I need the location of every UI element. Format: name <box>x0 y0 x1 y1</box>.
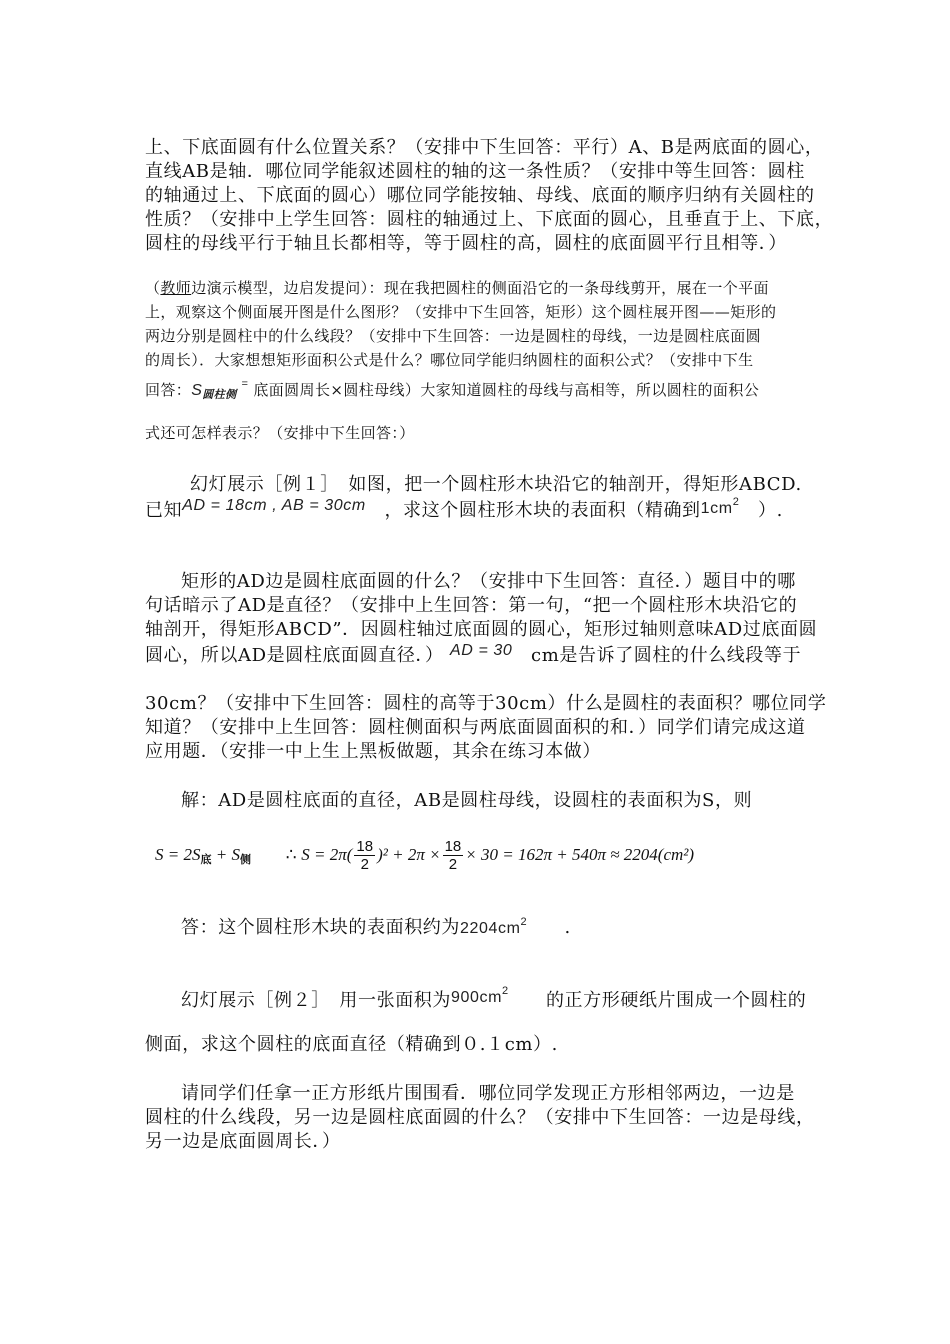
example2-line-1-post: 的正方形硬纸片围成一个圆柱的 <box>545 990 807 1011</box>
demo-line-6: 式还可怎样表示？（安排中下生回答：） <box>145 424 415 442</box>
formula-plus-lateral: + S <box>211 844 240 864</box>
formula-sub-base: 底 <box>200 853 212 866</box>
fraction-1-num: 18 <box>356 838 374 855</box>
formula-AD-30: AD = 30 <box>449 642 513 659</box>
fraction-2-den: 2 <box>448 856 458 873</box>
demo-line-4: 的周长）．大家想想矩形面积公式是什么？哪位同学能归纳圆柱的面积公式？（安排中下生 <box>145 351 754 369</box>
example2-line-1-pre: 幻灯展示［例２］ 用一张面积为 <box>181 990 451 1011</box>
formula-precision-unit <box>700 496 740 517</box>
example2-area-text: 900cm <box>451 989 503 1006</box>
solution-formula <box>155 838 694 873</box>
example2-line-1 <box>181 985 806 1012</box>
fraction-1-den: 2 <box>360 856 369 873</box>
formula-part-c: × 30 = 162π + 540π ≈ 2204(cm²) <box>465 844 695 864</box>
formula-equals: = <box>241 378 249 390</box>
demo-line-1-rest: 边演示模型，边启发提问）：现在我把圆柱的侧面沿它的一条母线剪开，展在一个平面 <box>191 279 769 297</box>
closing-line-3: 另一边是底面圆周长．） <box>145 1131 341 1152</box>
solution-line-1: 解：AD是圆柱底面的直径，AB是圆柱母线，设圆柱的表面积为S，则 <box>181 790 753 811</box>
intro-line-1: 上、下底面圆有什么位置关系？（安排中下生回答：平行）A、B是两底面的圆心， <box>145 137 824 158</box>
answer-value <box>460 916 528 937</box>
therefore-symbol: ∴ <box>285 844 297 864</box>
discussion-line-1: 矩形的AD边是圆柱底面圆的什么？（安排中下生回答：直径．）题目中的哪 <box>181 571 796 592</box>
discussion-line-6: 知道？（安排中上生回答：圆柱侧面积与两底面圆面积的和．）同学们请完成这道 <box>145 717 806 738</box>
discussion-line-2: 句话暗示了AD是直径？（安排中上生回答：第一句，“把一个圆柱形木块沿它的 <box>145 595 798 616</box>
discussion-line-4-post: cm是告诉了圆柱的什么线段等于 <box>531 645 802 666</box>
formula-given-lengths: AD = 18cm , AB = 30cm <box>182 497 366 514</box>
example2-area <box>451 985 509 1006</box>
unit-text: 1cm <box>700 500 733 517</box>
answer-end: . <box>564 917 571 938</box>
intro-line-2: 直线AB是轴．哪位同学能叙述圆柱的轴的这一条性质？（安排中等生回答：圆柱 <box>145 161 805 182</box>
answer-value-sup: 2 <box>520 916 528 928</box>
example1-end: ）. <box>758 500 783 521</box>
teacher-word: 教师 <box>160 279 192 297</box>
demo-open-paren: （ <box>145 279 161 297</box>
discussion-line-7: 应用题．（安排一中上生上黑板做题，其余在练习本做） <box>145 741 601 762</box>
formula-S: S <box>191 382 203 399</box>
demo-line-2: 上，观察这个侧面展开图是什么图形？（安排中下生回答，矩形）这个圆柱展开图——矩形的 <box>145 303 777 321</box>
formula-part-a: S = 2π( <box>301 844 353 864</box>
demo-line-1 <box>145 277 769 298</box>
formula-lateral-area <box>191 378 249 401</box>
example1-question: ，求这个圆柱形木块的表面积（精确到 <box>384 500 701 521</box>
answer-value-text: 2204cm <box>460 920 521 937</box>
intro-line-5: 圆柱的母线平行于轴且长都相等，等于圆柱的高，圆柱的底面圆平行且相等．） <box>145 233 787 254</box>
formula-part-b: )² + 2π × <box>377 844 441 864</box>
example2-area-sup: 2 <box>502 985 509 997</box>
fraction-1 <box>354 838 375 873</box>
example1-given: 已知 <box>145 500 183 521</box>
fraction-2 <box>443 838 464 873</box>
closing-line-1: 请同学们任拿一正方形纸片围围看．哪位同学发现正方形相邻两边，一边是 <box>181 1083 795 1104</box>
demo-line-5-post: 底面圆周长×圆柱母线）大家知道圆柱的母线与高相等，所以圆柱的面积公 <box>253 381 760 399</box>
formula-surface-total: S = 2S <box>155 844 201 864</box>
closing-line-2: 圆柱的什么线段，另一边是圆柱底面圆的什么？（安排中下生回答：一边是母线， <box>145 1107 815 1128</box>
intro-line-3: 的轴通过上、下底面的圆心）哪位同学能按轴、母线、底面的顺序归纳有关圆柱的 <box>145 185 815 206</box>
example2-line-2: 侧面，求这个圆柱的底面直径（精确到０.１cm）. <box>145 1034 558 1055</box>
demo-line-5 <box>145 378 759 402</box>
demo-line-3: 两边分别是圆柱中的什么线段？（安排中下生回答：一边是圆柱的母线，一边是圆柱底面圆 <box>145 327 762 345</box>
formula-sub-lateral: 侧 <box>239 853 251 866</box>
discussion-line-5: 30cm？（安排中下生回答：圆柱的高等于30cm）什么是圆柱的表面积？哪位同学 <box>145 693 827 714</box>
answer-text: 答：这个圆柱形木块的表面积约为 <box>181 917 460 938</box>
intro-line-4: 性质？（安排中上学生回答：圆柱的轴通过上、下底面的圆心，且垂直于上、下底， <box>145 209 834 230</box>
answer-line <box>181 913 571 939</box>
formula-subscript: 圆柱侧 <box>202 389 237 401</box>
discussion-line-3: 轴剖开，得矩形ABCD”．因圆柱轴过底面圆的圆心，矩形过轴则意味AD过底面圆 <box>145 619 818 640</box>
discussion-line-4-pre: 圆心，所以AD是圆柱底面圆直径．） <box>145 645 444 666</box>
demo-line-5-pre: 回答： <box>145 381 192 399</box>
discussion-line-4 <box>145 641 801 667</box>
fraction-2-num: 18 <box>444 838 462 855</box>
example1-line-1: 幻灯展示［例１］ 如图，把一个圆柱形木块沿它的轴剖开，得矩形ABCD. <box>190 474 802 495</box>
unit-sup: 2 <box>732 496 740 508</box>
example1-line-2 <box>145 496 783 522</box>
